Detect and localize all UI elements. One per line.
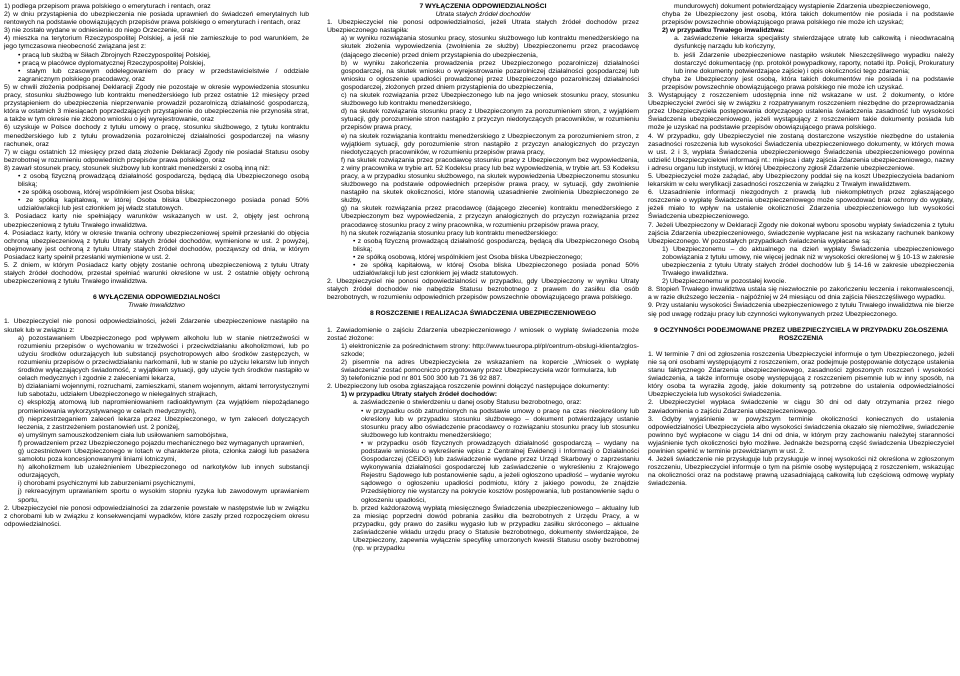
paragraph: 3) nie zostało wydane w odniesieniu do niego Orzeczenie, oraz xyxy=(4,27,195,35)
list-item: 2) Ubezpieczonemu w pozostałej kwocie. xyxy=(662,278,787,286)
list-item: f) na skutek rozwiązania przez pracodawcę stosunku pracy z Ubezpieczonym bez wypowiedzenia, z winy pracownika w trybie art. 52 Kodeksu pracy lub bez wypowiedzenia, w trybie art. 53 Kodeksu pracy, a w przypadku stosunku służbowego, na skutek wypowiedzenia Ubezpieczonemu stosunku służbowego na podstawie odpowiednich przepisów prawa pracy, w sytuacji, gdy zwolnienie nastąpiło na skutek okoliczności, które stanowią uzasadnienie zwolnienia Ubezpieczonego ze służby, xyxy=(341,156,639,205)
list-item: 1) w przypadku Utraty stałych źródeł dochodów: xyxy=(341,391,497,399)
list-item: g) na skutek rozwiązania przez pracodawcę (dającego zlecenie) kontraktu menedżerskiego z Ubezpieczonym bez wypowiedzenia, z przyczyn analogicznych do przyczyn rozwiązania przez pracodawcę stosunku pracy z winy pracownika, w rozumieniu przepisów prawa pracy, xyxy=(341,205,639,229)
paragraph: 2. Ubezpieczyciel wypłaca świadczenie w ciągu 30 dni od daty otrzymania przez niego zawiadomienia o zajściu Zdarzenia ubezpieczeniowego. xyxy=(648,399,954,415)
bullet-item: • ze spółką osobową, której wspólnikiem jest Osoba bliska; xyxy=(18,189,195,197)
paragraph: 5. Ubezpieczyciel może zażądać, aby Ubezpieczony poddał się na koszt Ubezpieczyciela badaniom lekarskim w celu weryfikacji zasadności roszczenia w związku z Trwałym inwalidztwem. xyxy=(648,172,954,189)
section-subtitle: Trwałe Inwalidztwo xyxy=(128,302,185,310)
paragraph: 9. Przy ustalaniu wysokości Świadczenia ubezpieczeniowego z tytułu Trwałego inwalidztwa nie bierze się pod uwagę rodzaju pracy lub czynności wykonywanych przez Ubezpieczonego. xyxy=(648,302,954,318)
bullet-item: • w przypadku osób fizycznych prowadzących działalność gospodarczą – wydany na podstawie wniosku o wykreślenie wpisu z Centralnej Ewidencji i Informacji o Działalności Gospodarczej (CEiDG) lub zaświadczenie wydane przez Urząd Skarbowy o zaprzestaniu wykonywania działalności gospodarczej lub zaświadczenie o wykreśleniu z Krajowego Rejestru Sądowego lub postanowienie sądu, a jeżeli ogłoszono upadłość – wydanie wyroku sądowego o ogłoszeniu upadłości podmiotu, który z jakiego powodu, że znajdzie Przedsiębiorcy nie wystarczy na pokrycie kosztów postępowania, lub postanowienie sądu o ogłoszeniu upadłości, xyxy=(361,439,639,504)
column-middle xyxy=(327,3,639,553)
bullet-item: • ze spółką kapitałową, w której Osoba bliska Ubezpieczonego posiada ponad 50% udziałów/akcji lub jest członkiem jej władz statutowych. xyxy=(18,197,309,213)
section-subtitle: Utrata stałych źródeł dochodów xyxy=(435,11,531,19)
section-title: 9 OCZYNNOŚCI PODEJMOWANE PRZEZ UBEZPIECZYCIELA W PRZYPADKU ZGŁOSZENIA ROSZCZENIA xyxy=(653,326,949,342)
list-item: c) eksplozją atomową lub napromieniowaniem radioaktywnym (za wyjątkiem niepożądanego promieniowania wykorzystywanego w celach medycznych), xyxy=(18,399,309,415)
column-right xyxy=(648,3,954,488)
list-item: 3) telefonicznie pod nr 801 500 300 lub 71 36 92 887. xyxy=(341,375,502,383)
bullet-item: • w przypadku osób zatrudnionych na podstawie umowy o pracę na czas nieokreślony lub określony lub w przypadku stosunku służbowego – dokument potwierdzający ustanie stosunku pracy albo oświadczenie pracodawcy o rozwiązaniu stosunku pracy lub stosunku służbowego lub kontraktu menedżerskiego; xyxy=(361,407,639,439)
paragraph: 3. Wystąpujący z roszczeniem udostępnia inne niż wskazane w ust. 2 dokumenty, o które Ubezpieczyciel zwróci się w związku z rozpatrywanym roszczeniem niezbędne do przeprowadzania przez Ubezpieczyciela postępowania dotyczącego ustalenia świadczenia zasadność lub wysokości Świadczenia ubezpieczeniowego, jeżeli wystąpujący z roszczeniem takie dokumenty posiada lub może je uzyskać na podstawie przepisów obowiązującego prawa polskiego. xyxy=(648,92,954,132)
paragraph: 5) w chwili złożenia podpisanej Deklaracji Zgody nie pozostaje w okresie wypowiedzenia stosunku pracy, stosunku służbowego lub kontraktu menedżerskiego lub przez ostatnie 12 miesięcy przed przystąpieniem do ubezpieczenia nieprzerwanie prowadził pozarolniczą działalność gospodarczą, która w ostatnich 3 miesiącach poprzedzających przystąpienie do ubezpieczenia nie przynosiła strat, a także w tym okresie nie złożono wniosku o jej wyrejestrowanie, oraz xyxy=(4,83,309,124)
paragraph: 5. Z dniem, w którym Posiadacz karty objęty zostanie ochroną ubezpieczeniową z tytułu Utraty stałych źródeł dochodów, przestał spełniać warunki określone w ust. 2 ostatnie objęty ochroną ubezpieczeniową z tytułu Trwałego inwalidztwa. xyxy=(4,262,309,286)
bullet-item: • ze spółką kapitałową, w której Osoba bliska Ubezpieczonego posiada ponad 50% udziałów/akcji lub jest członkiem jej władz statutowych. xyxy=(353,262,639,278)
paragraph: mundurowych) dokument potwierdzający wystąpienie Zdarzenia ubezpieczeniowego, xyxy=(674,3,931,10)
list-item: i) chorobami psychicznymi lub zaburzeniami psychicznymi, xyxy=(18,480,196,488)
paragraph: 3. Gdyby wyjaśnienie w powyższym terminie okoliczności koniecznych do ustalenia odpowiedzialności Ubezpieczyciela albo wysokości świadczenia okazało się niemożliwe, świadczenie powinno być wypłacone w ciągu 14 dni od dnia, w którym przy zachowaniu należytej staranności wyjaśnienie tych okoliczności było możliwe. Jednakże bezsporną część świadczenia Ubezpieczyciel powinien spełnić w terminie przewidzianym w ust. 2. xyxy=(648,415,954,455)
list-item: a. zaświadczenie lekarza specjalisty stwierdzające utratę lub całkowitą i nieodwracalną dysfunkcję narządu lub kończyny, xyxy=(674,35,954,51)
paragraph: 7) w ciągu ostatnich 12 miesięcy przed datą złożenie Deklaracji Zgody nie posiadał Statusu osoby bezrobotnej w rozumieniu odpowiednich przepisów prawa polskiego, oraz xyxy=(4,148,309,164)
paragraph: 7. Jeżeli Ubezpieczony w Deklaracji Zgody nie dokonał wyboru sposobu wypłaty świadczenia z tytułu zajścia Zdarzenia ubezpieczeniowego, świadczenie wypłacane jest na wskazany rachunek bankowy Ubezpieczonego. W pozostałych przypadkach świadczenia wypłacane są: xyxy=(648,221,954,245)
list-item: 2) pisemnie na adres Ubezpieczyciela ze wskazaniem na kopercie „Wniosek o wypłatę świadczenia” zostać pomocniczo przygotowany przez Ubezpieczyciela wzór formularza, lub xyxy=(341,358,639,375)
section-title: 6 WYŁĄCZENIA ODPOWIEDZIALNOŚCI xyxy=(92,294,220,302)
paragraph: 4. Posiadacz karty, który w okresie trwania ochrony ubezpieczeniowej spełnił przesłanki do objęcia ochroną ubezpieczeniową z tytułu Utraty stałych źródeł dochodów, wymienione w ust. 2 powyżej, obejmowany jest ochroną z tytułu Utraty stałych źródeł dochodów, począwszy od dnia, w którym Posiadacz karty spełnił przesłanki wymienione w ust. 2. xyxy=(4,229,309,261)
paragraph: 4. W przypadku, gdy Ubezpieczyciel nie zostaną dostarczone wszystkie niezbędne do ustalenia zasadności roszczenia lub wysokości Świadczenia ubezpieczeniowego dokumenty, w których mowa w ust. 2 i 3, wypłata Świadczenia ubezpieczeniowego Świadczenia ubezpieczeniowego powinna udzielić Ubezpieczycielowi informacji nt.: miejsca i daty zajścia Zdarzenia ubezpieczeniowego, nazwy i adresu organu lub instytucji, w której Ubezpieczony zgłosił Zdarzenie ubezpieczeniowe. xyxy=(648,132,954,172)
paragraph: 4) mieszka na terytorium Rzeczypospolitej Polskiej, a jeśli nie zamieszkuje to pod warunkiem, że jego tymczasowa nieobecność związana jest z: xyxy=(4,35,309,51)
list-item: 1) Ubezpieczonemu – do aktualnego na dzień wypłaty Świadczenia ubezpieczeniowego zobowiązania z tytułu umowy, nie więcej jednak niż w wysokości określonej w § 10-13 w zakresie ubezpieczenia z tytułu Utraty stałych źródeł dochodów lub § 14-16 w zakresie ubezpieczenia Trwałego inwalidztwa. xyxy=(662,245,954,278)
list-item: a. zaświadczenie o stwierdzeniu u danej osoby Statusu bezrobotnego, oraz: xyxy=(353,399,582,407)
list-item: a) pozostawaniem Ubezpieczonego pod wpływem alkoholu lub w stanie nietrzeźwości w rozumieniu przepisów o wychowaniu w trzeźwości i przeciwdziałaniu alkoholizmowi, lub po użyciu środków odurzających lub substancji psychotropowych albo środków zastępczych, w rozumieniu przepisów o przeciwdziałaniu narkomanii, lub w stanie po użyciu lekarstw lub innych środków wyłączających świadomość, z wyjątkiem sytuacji, gdy użycie tych środków nastąpiło w celach medycznych i zgodnie z zaleceniami lekarza, xyxy=(18,334,309,383)
paragraph: chyba że Ubezpieczony jest osobą, która takich dokumentów nie posiada i na podstawie przepisów powszechnie obowiązującego prawa polskiego nie może ich uzyskać; xyxy=(662,11,954,27)
list-item: b) działaniami wojennymi, rozruchami, zamieszkami, stanem wojennym, aktami terrorystycznymi lub sabotażu, udziałem Ubezpieczonego w nielegalnych strajkach, xyxy=(18,383,309,399)
section-title: 7 WYŁĄCZENIA ODPOWIEDZIALNOŚCI xyxy=(419,3,547,10)
section-title: 8 ROSZCZENIE I REALIZACJA ŚWIADCZENIA UBEZPIECZENIOWEGO xyxy=(369,310,597,318)
paragraph: 2. Ubezpieczony lub osoba zgłaszająca roszczenie powinni dołączyć następujące dokumenty: xyxy=(327,383,610,391)
list-item: b. jeśli Zdarzenie ubezpieczeniowe nastąpiło wskutek Nieszczęśliwego wypadku należy dostarczyć dokumentację (np. protokół powypadkowy, raporty, notatki itp. Policji, Prokuratury lub inne dokumenty potwierdzające zajście) i opis okoliczności tego zdarzenia; xyxy=(674,51,954,75)
paragraph: 3. Posiadacz karty nie spełniający warunków wskazanych w ust. 2, objęty jest ochroną ubezpieczeniową z tytułu Trwałego inwalidztwa. xyxy=(4,213,309,229)
paragraph: 2. Ubezpieczyciel nie ponosi odpowiedzialności za zdarzenie powstałe w następstwie lub w związku z chorobami lub w związku z konsekwencjami wypadków, które zaszły przed rozpoczęciem okresu odpowiedzialności. xyxy=(4,504,309,528)
bullet-item: • stałym lub czasowym oddelegowaniem do pracy w przedstawicielstwie / oddziale zagranicznym polskiego pracodawcy, oraz xyxy=(18,67,309,83)
paragraph: 8. Stopień Trwałego inwalidztwa ustala się niezwłocznie po zakończeniu leczenia i rekonwalescencji, a w razie dłuższego leczenia - najpóźniej w 24 miesiącu od dnia zajścia Nieszczęśliwego wypadku. xyxy=(648,286,954,302)
bullet-item: • z osobą fizyczną prowadzącą działalność gospodarczą, będącą dla Ubezpieczonego Osobą bliską; xyxy=(353,237,639,253)
list-item: h) alkoholizmem lub uzależnieniem Ubezpieczonego od narkotyków lub innych substancji odurzających, xyxy=(18,464,309,480)
list-item: a) w wyniku rozwiązania stosunku pracy, stosunku służbowego lub kontraktu menedżerskiego na skutek złożenia wypowiedzenia (zwolnienia ze służby) Ubezpieczonemu przez pracodawcę (dającego zlecenie) przed dniem przystąpienia do ubezpieczenia, xyxy=(341,35,639,59)
list-item: h) na skutek rozwiązania stosunku pracy lub kontraktu menedżerskiego: xyxy=(341,229,558,237)
list-item: 2) w przypadku Trwałego inwalidztwa: xyxy=(662,27,785,35)
list-item: g) uczestnictwem Ubezpieczonego w lotach w charakterze pilota, członka załogi lub pasażera samolotu poza koncesjonowanymi liniami lotniczymi, xyxy=(18,447,309,464)
paragraph: 1. W terminie 7 dni od zgłoszenia roszczenia Ubezpieczyciel informuje o tym Ubezpieczonego, jeżeli nie są oni osobami występującymi z roszczeniem, oraz podejmuje postępowanie dotyczące ustalenia stanu faktycznego Zdarzenia ubezpieczeniowego, zasadności zgłoszonych roszczeń i wysokości świadczenia, a także informuje osobę występującą z roszczeniem pisemnie lub w inny sposób, na który osoba ta wyraziła zgodę, jakie dokumenty są potrzebne do ustalenia odpowiedzialności Ubezpieczyciela lub wysokości świadczenia. xyxy=(648,350,954,399)
paragraph: 1. Ubezpieczyciel nie ponosi odpowiedzialności, jeżeli Utrata stałych źródeł dochodów przez Ubezpieczonego nastąpiła: xyxy=(327,19,639,35)
list-item: b. przed każdorazową wypłatą miesięcznego Świadczenia ubezpieczeniowego – aktualny lub za miesiąc poprzedni dowód pobrania zasiłku dla bezrobotnych z Urzędu Pracy, a w przypadku, gdy prawo do zasiłku wygasło lub w przypadku zasiłku skróconego – aktualne zaświadczenie wkładu urzędu pracy o Statusie bezrobotnego, dokumenty stwierdzające, że Ubezpieczony, zapewnia wyłącznie specyfikę umorzonych kwestii Statusu osoby bezrobotnej (np. w przypadku xyxy=(353,504,639,553)
paragraph: chyba że Ubezpieczony jest osobą, która takich dokumentów nie posiada i na podstawie przepisów powszechnie obowiązującego prawa polskiego nie może ich uzyskać. xyxy=(662,75,954,91)
bullet-item: • pracą w placówce dyplomatycznej Rzeczypospolitej Polskiej, xyxy=(18,59,206,67)
list-item: f) prowadzeniem przez Ubezpieczonego pojazdu mechanicznego bez wymaganych uprawnień, xyxy=(18,439,305,447)
list-item: e) na skutek rozwiązania kontraktu menedżerskiego z Ubezpieczonym za porozumieniem stron, z wyjątkiem sytuacji, gdy porozumienie stron nastąpiło z przyczyn analogicznych do przyczyn niedotyczących pracowników, w rozumieniu przepisów prawa pracy, xyxy=(341,132,639,156)
paragraph: 1. Zawiadomienie o zajściu Zdarzenia ubezpieczeniowego / wniosek o wypłatę świadczenia może zostać złożone: xyxy=(327,326,639,342)
paragraph: 8) zawarł stosunek pracy, stosunek służbowy lub kontrakt menedżerski z osobą inną niż: xyxy=(4,164,270,172)
list-item: b) w wyniku zakończenia prowadzenia przez Ubezpieczonego pozarolniczej działalności gospodarczej, na skutek wniosku o wyrejestrowanie pozarolniczej działalności gospodarczej lub wniosku o ogłoszenie upadłości prowadzonej przez Ubezpieczonego pozarolniczej działalności gospodarczej, złożonych przed dniem przystąpienia do ubezpieczenia, xyxy=(341,59,639,91)
paragraph: 1. Ubezpieczyciel nie ponosi odpowiedzialności, jeżeli Zdarzenie ubezpieczeniowe nastąpiło na skutek lub w związku z: xyxy=(4,318,309,334)
bullet-item: • ze spółką osobową, której wspólnikiem jest Osoba bliska Ubezpieczonego; xyxy=(353,253,583,261)
paragraph: 2) w dniu przystąpienia do ubezpieczenia nie posiada uprawnień do świadczeń emerytalnych lub rentowych na podstawie obowiązujących przepisów prawa polskiego o emeryturach i rentach, oraz xyxy=(4,11,309,27)
column-left xyxy=(4,3,309,529)
list-item: e) umyślnym samouszkodzeniem ciała lub usiłowaniem samobójstwa, xyxy=(18,431,229,439)
bullet-item: • z osobą fizyczną prowadzącą działalność gospodarczą, będącą dla Ubezpieczonego osobą bliską; xyxy=(18,172,309,189)
paragraph: 2. Ubezpieczyciel nie ponosi odpowiedzialności w przypadku, gdy Ubezpieczony w wyniku Utraty stałych źródeł dochodów nie nabędzie Statusu bezrobotnego z prawem do zasiłku dla osób bezrobotnych, w rozumieniu odpowiednich przepisów powszechnie obowiązującego prawa polskiego. xyxy=(327,278,639,302)
paragraph: 4. Jeżeli świadczenie nie przysługuje lub przysługuje w innej wysokości niż określona w zgłoszonym roszczeniu, Ubezpieczyciel informuje o tym na piśmie osobę występującą z roszczeniem, wskazując na okoliczności oraz na podstawę prawną uzasadniającą całkowitą lub częściową odmowę wypłaty świadczenia. xyxy=(648,456,954,488)
paragraph: 6. Uzasadnienie informacji niezgodnych z prawdą lub niekompletnych przez zgłaszającego roszczenie o wypłatę Świadczenia ubezpieczeniowego może spowodować brak ochrony do wypłaty, jeżeli miało to wpływ na ustalenie okoliczności Zdarzenia ubezpieczeniowego lub wysokości Świadczenia ubezpieczeniowego. xyxy=(648,189,954,221)
list-item: 1) elektronicznie za pośrednictwem strony: http://www.tueuropa.pl/pl/centrum-obslugi-klienta/zglos-szkode; xyxy=(341,342,639,358)
list-item: d) nieprzestrzeganiem zaleceń lekarza przez Ubezpieczonego, w tym zaleceń dotyczących leczenia, z zastrzeżeniem postanowień ust. 2 poniżej, xyxy=(18,415,309,431)
list-item: c) na skutek rozwiązania przez Ubezpieczonego lub na jego wniosek stosunku pracy, stosunku służbowego lub kontraktu menedżerskiego, xyxy=(341,92,639,108)
list-item: d) na skutek rozwiązania stosunku pracy z Ubezpieczonym za porozumieniem stron, z wyjątkiem sytuacji, gdy porozumienie stron nastąpiło z przyczyn niedotyczących pracowników, w rozumieniu przepisów prawa pracy, xyxy=(341,108,639,132)
bullet-item: • pracą lub służbą w Siłach Zbrojnych Rzeczypospolitej Polskiej, xyxy=(18,51,211,59)
paragraph: 1) podlega przepisom prawa polskiego o emeryturach i rentach, oraz xyxy=(4,3,211,10)
paragraph: 6) uzyskuje w Polsce dochody z tytułu umowy o pracę, stosunku służbowego, z tytułu kontraktu menedżerskiego lub z tytułu prowadzenia pozarolniczej działalności gospodarczej na własny rachunek, oraz xyxy=(4,124,309,148)
list-item: j) rekreacyjnym uprawianiem sportu o wysokim stopniu ryzyka lub zawodowym uprawianiem sportu, xyxy=(18,488,309,504)
